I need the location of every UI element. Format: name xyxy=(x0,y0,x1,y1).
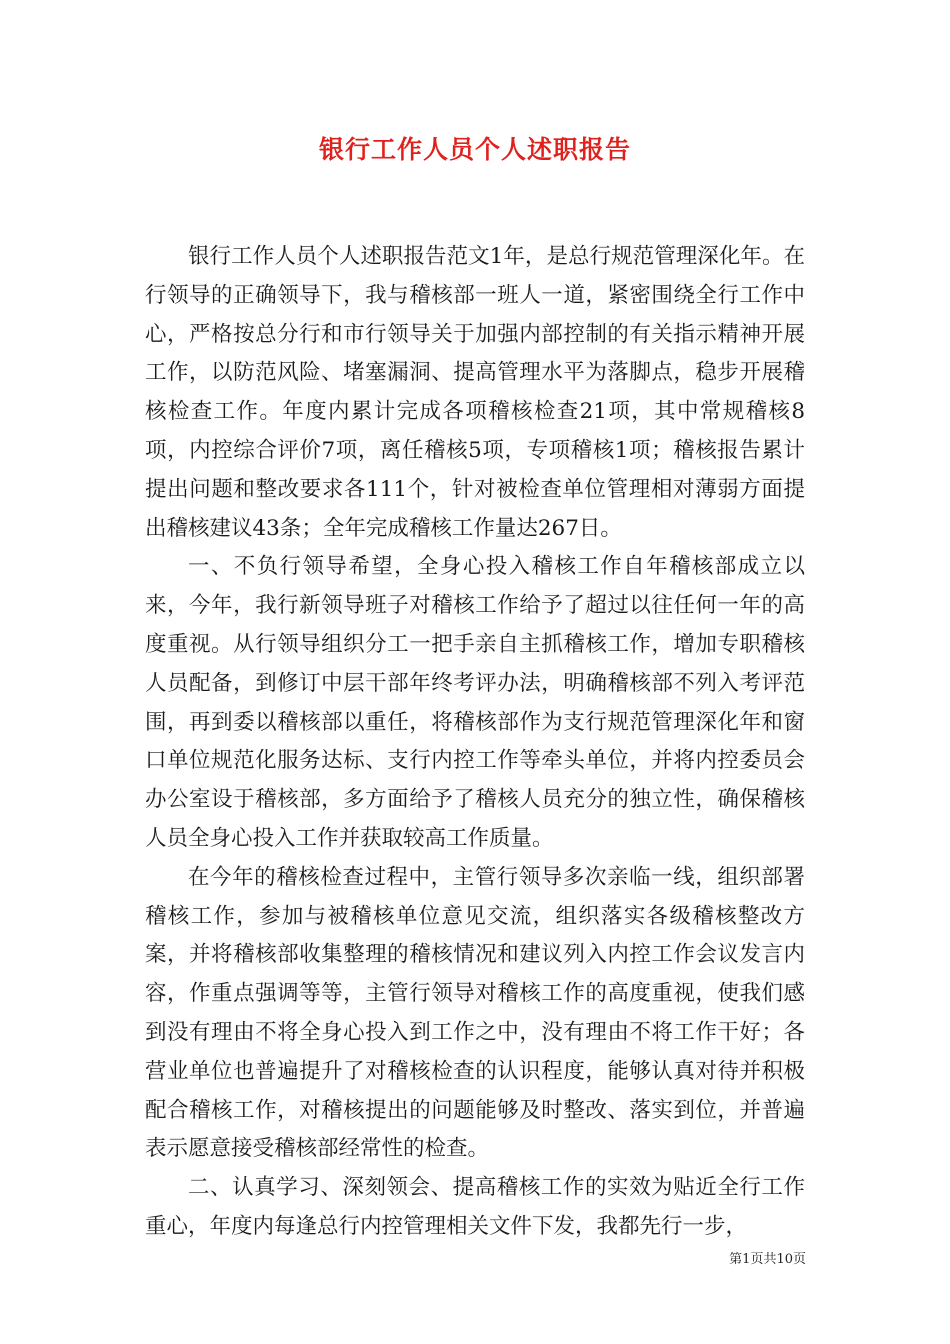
page-number-footer: 第1页共10页 xyxy=(729,1252,806,1267)
paragraph-section-2: 二、认真学习、深刻领会、提高稽核工作的实效为贴近全行工作重心，年度内每逢总行内控管理相关文件下发，我都先行一步， xyxy=(145,1175,805,1239)
paragraph-intro: 银行工作人员个人述职报告范文1年，是总行规范管理深化年。在行领导的正确领导下，我与稽核部一班人一道，紧密围绕全行工作中心，严格按总分行和市行领导关于加强内部控制的有关指示精神开展工作，以防范风险、堵塞漏洞、提高管理水平为落脚点，稳步开展稽核检查工作。年度内累计完成各项稽核检查21项，其中常规稽核8项，内控综合评价7项，离任稽核5项，专项稽核1项；稽核报告累计提出问题和整改要求各111个，针对被检查单位管理相对薄弱方面提出稽核建议43条；全年完成稽核工作量达267日。 xyxy=(145,244,805,541)
document-body xyxy=(145,238,805,1247)
paragraph-section-1: 一、不负行领导希望，全身心投入稽核工作自年稽核部成立以来，今年，我行新领导班子对稽核工作给予了超过以往任何一年的高度重视。从行领导组织分工一把手亲自主抓稽核工作，增加专职稽核人员配备，到修订中层干部年终考评办法，明确稽核部不列入考评范围，再到委以稽核部以重任，将稽核部作为支行规范管理深化年和窗口单位规范化服务达标、支行内控工作等牵头单位，并将内控委员会办公室设于稽核部，多方面给予了稽核人员充分的独立性，确保稽核人员全身心投入工作并获取较高工作质量。 xyxy=(145,554,805,851)
document-title: 银行工作人员个人述职报告 xyxy=(318,135,631,164)
paragraph-section-1-cont: 在今年的稽核检查过程中，主管行领导多次亲临一线，组织部署稽核工作，参加与被稽核单位意见交流，组织落实各级稽核整改方案，并将稽核部收集整理的稽核情况和建议列入内控工作会议发言内容，作重点强调等等，主管行领导对稽核工作的高度重视，使我们感到没有理由不将全身心投入到工作之中，没有理由不将工作干好；各营业单位也普遍提升了对稽核检查的认识程度，能够认真对待并积极配合稽核工作，对稽核提出的问题能够及时整改、落实到位，并普遍表示愿意接受稽核部经常性的检查。 xyxy=(145,864,805,1162)
